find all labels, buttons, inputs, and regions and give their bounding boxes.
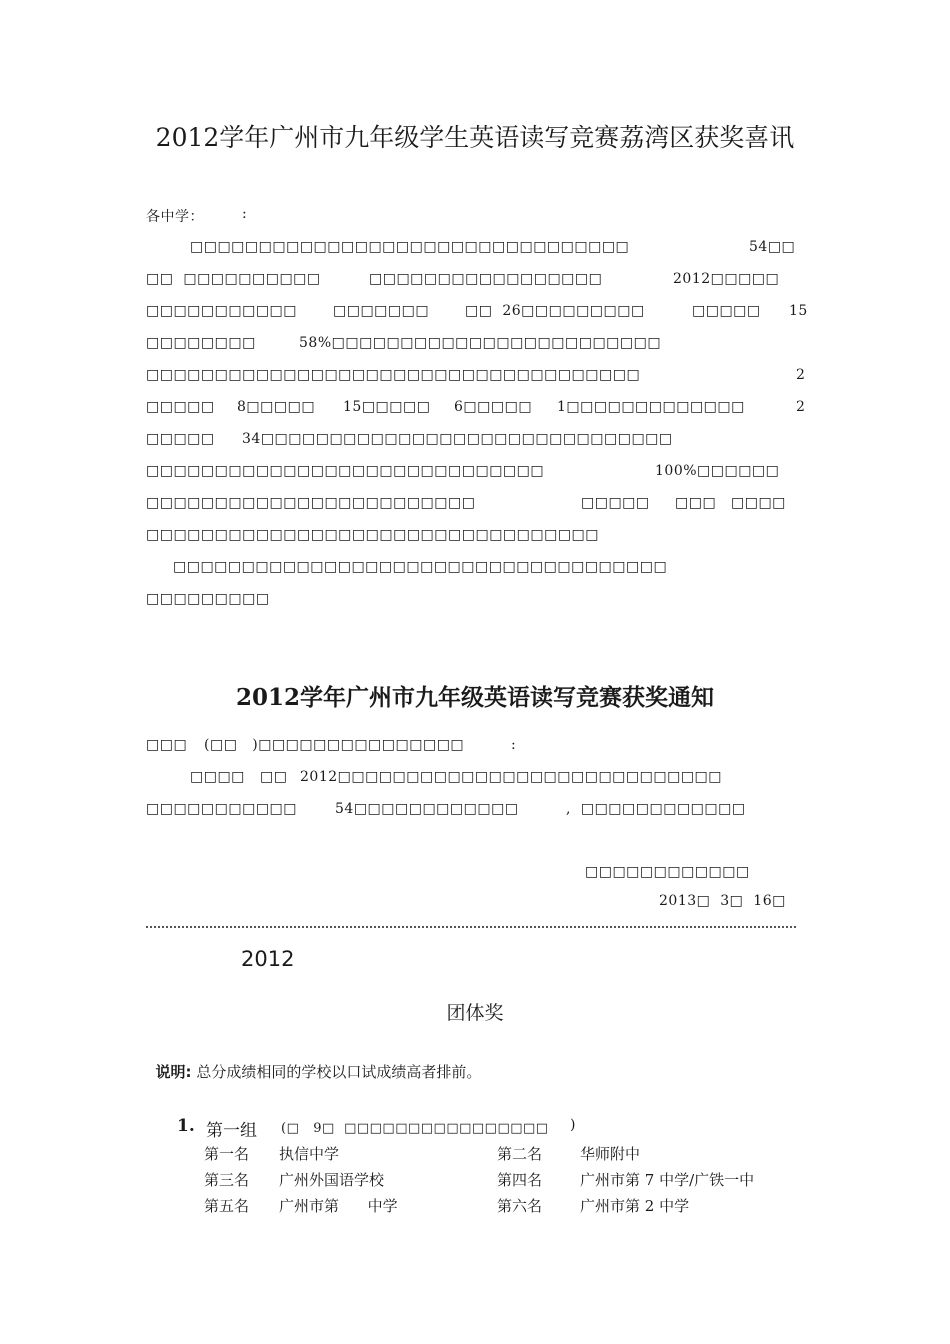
- letter-p2-line1: □□□□□□□□□□□□□□□□□□□□□□□□□□□□□□□□□□□□: [173, 559, 668, 575]
- rank-school-3: 广州外国语学校: [279, 1171, 385, 1189]
- notice-line2-c: 2012□□□□□□□□□□□□□□□□□□□□□□□□□□□□: [300, 769, 722, 785]
- rank-place-6: 第六名: [497, 1197, 543, 1215]
- letter-p1-line3-a: □□□□□□□□□□□: [146, 303, 298, 319]
- page-title-1: 2012学年广州市九年级学生英语读写竞赛荔湾区获奖喜讯: [155, 123, 795, 152]
- salutation: 各中学：: [146, 209, 204, 225]
- dotted-separator: [146, 926, 796, 928]
- letter-p1-line6-c: 15□□□□□: [343, 399, 431, 415]
- letter-p1-line7-a: □□□□□: [146, 431, 215, 447]
- results-note-text: 总分成绩相同的学校以口试成绩高者排前。: [196, 1063, 482, 1081]
- letter-p1-line3-b: □□□□□□□: [333, 303, 430, 319]
- group-name: 第一组: [206, 1121, 257, 1141]
- notice-line1-c: :: [511, 737, 517, 753]
- letter-p1-line6-d: 6□□□□□: [454, 399, 533, 415]
- letter-p1-line6-b: 8□□□□□: [237, 399, 316, 415]
- letter-p1-line1-number: 54□□: [749, 239, 796, 255]
- notice-line1-b: (□□ )□□□□□□□□□□□□□□□: [204, 737, 465, 753]
- rank-school-2: 华师附中: [580, 1145, 641, 1163]
- rank-place-4: 第四名: [497, 1171, 543, 1189]
- letter-p1-line9-d: □□□□: [731, 495, 786, 511]
- group-number: 1.: [177, 1116, 195, 1136]
- letter-p1-line2-b: □□□□□□□□□□□□□□□□□: [369, 271, 603, 287]
- notice-date: 2013□ 3□ 16□: [659, 893, 786, 909]
- letter-p1-line9-c: □□□: [675, 495, 717, 511]
- results-note: [146, 1043, 481, 1082]
- rank-place-2: 第二名: [497, 1145, 543, 1163]
- notice-line3-a: □□□□□□□□□□□: [146, 801, 298, 817]
- group-description: (□ 9□ □□□□□□□□□□□□□□□□: [281, 1121, 549, 1136]
- rank-place-3: 第三名: [204, 1171, 250, 1189]
- letter-p1-line1: □□□□□□□□□□□□□□□□□□□□□□□□□□□□□□□□: [190, 239, 630, 255]
- letter-p1-line5: □□□□□□□□□□□□□□□□□□□□□□□□□□□□□□□□□□□□: [146, 367, 641, 383]
- letter-p1-line2-c: 2012□□□□□: [673, 271, 780, 287]
- notice-line3-b: 54□□□□□□□□□□□□: [335, 801, 519, 817]
- notice-signature: □□□□□□□□□□□□: [585, 864, 750, 880]
- rank-school-4: 广州市第 7 中学/广铁一中: [580, 1171, 755, 1189]
- notice-line3-c: , □□□□□□□□□□□□: [566, 801, 746, 817]
- results-note-label: 说明:: [155, 1063, 192, 1081]
- letter-p1-line3-d: □□□□□: [692, 303, 761, 319]
- letter-p1-line6-f: 2: [796, 399, 806, 415]
- page-title-2: 2012学年广州市九年级英语读写竞赛获奖通知: [235, 684, 714, 711]
- rank-school-6: 广州市第 2 中学: [580, 1197, 690, 1215]
- rank-place-1: 第一名: [204, 1145, 250, 1163]
- results-section-title: 团体奖: [446, 1002, 504, 1024]
- rank-school-5: 广州市第 中学: [279, 1197, 398, 1215]
- letter-p1-line3-c: □□ 26□□□□□□□□□: [465, 303, 645, 319]
- salutation-colon: :: [242, 206, 248, 222]
- notice-line2-a: □□□□: [190, 769, 245, 785]
- group-description-close: ): [570, 1117, 576, 1133]
- letter-p1-line5-number: 2: [796, 367, 806, 383]
- letter-p1-line2-a: □□ □□□□□□□□□□: [146, 271, 321, 287]
- letter-p1-line4-b: 58%□□□□□□□□□□□□□□□□□□□□□□□□: [299, 335, 662, 351]
- letter-p2-line2: □□□□□□□□□: [146, 591, 270, 607]
- letter-p1-line10: □□□□□□□□□□□□□□□□□□□□□□□□□□□□□□□□□: [146, 527, 600, 543]
- letter-p1-line8-a: □□□□□□□□□□□□□□□□□□□□□□□□□□□□□: [146, 463, 545, 479]
- results-year: 2012: [241, 947, 295, 971]
- letter-p1-line9-a: □□□□□□□□□□□□□□□□□□□□□□□□: [146, 495, 476, 511]
- rank-place-5: 第五名: [204, 1197, 250, 1215]
- letter-p1-line3-e: 15: [789, 303, 808, 319]
- letter-p1-line6-e: 1□□□□□□□□□□□□□: [557, 399, 745, 415]
- notice-line2-b: □□: [260, 769, 288, 785]
- letter-p1-line8-b: 100%□□□□□□: [655, 463, 780, 479]
- letter-p1-line6-a: □□□□□: [146, 399, 215, 415]
- letter-p1-line7-b: 34□□□□□□□□□□□□□□□□□□□□□□□□□□□□□□: [242, 431, 673, 447]
- rank-school-1: 执信中学: [279, 1145, 340, 1163]
- letter-p1-line9-b: □□□□□: [581, 495, 650, 511]
- letter-p1-line4-a: □□□□□□□□: [146, 335, 256, 351]
- notice-line1-a: □□□: [146, 737, 188, 753]
